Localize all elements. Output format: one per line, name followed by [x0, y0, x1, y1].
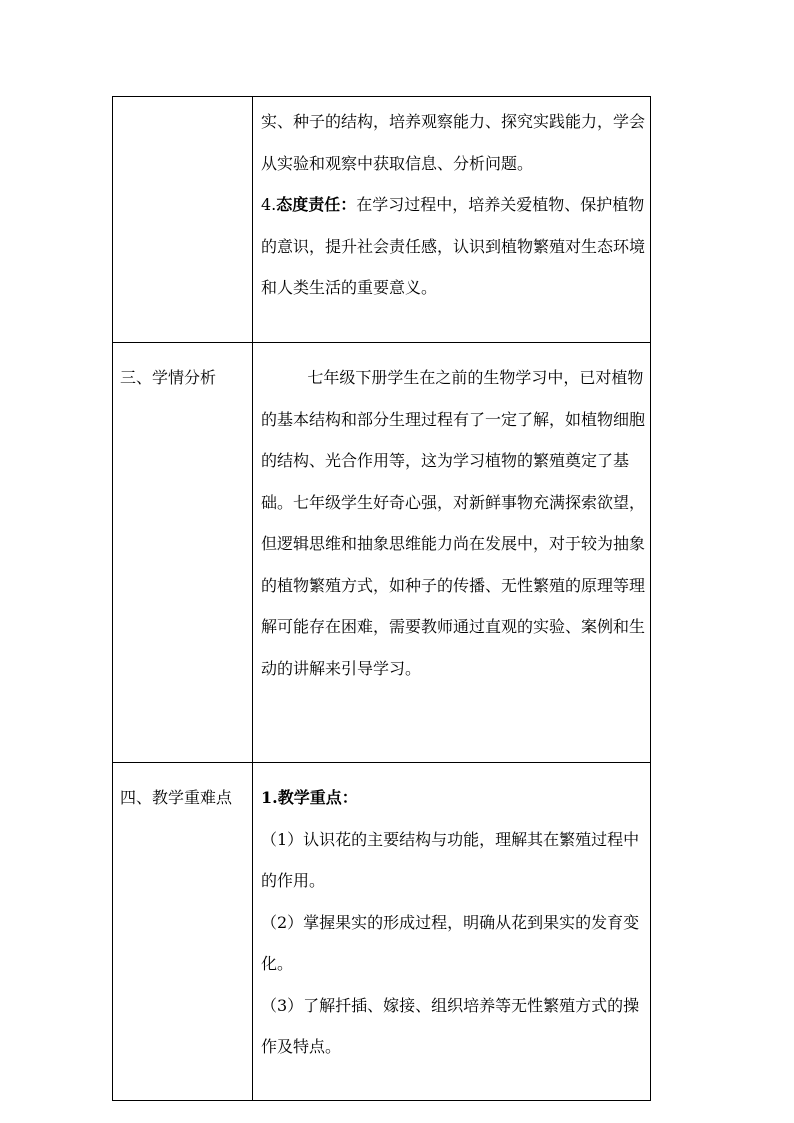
paragraph-text: 在学习过程中，培养关爱植物、保护植物的意识，提升社会责任感，认识到植物繁殖对生态环境和人类生活的重要意义。	[261, 195, 646, 297]
bold-heading: 态度责任：	[276, 195, 357, 214]
row-content-learner-analysis	[253, 343, 651, 763]
paragraph	[261, 184, 648, 309]
table-row	[113, 97, 651, 343]
item-number: 4.	[261, 195, 277, 214]
list-item: （1）认识花的主要结构与功能，理解其在繁殖过程中的作用。	[261, 829, 640, 890]
bold-heading: 1.教学重点：	[261, 788, 358, 807]
table-row	[113, 343, 651, 763]
list-item: （3）了解扦插、嫁接、组织培养等无性繁殖方式的操作及特点。	[261, 995, 640, 1056]
section-heading	[261, 777, 648, 819]
row-label: 三、学情分析	[113, 343, 253, 763]
row-label: 四、教学重难点	[113, 763, 253, 1101]
lesson-plan-table	[112, 96, 651, 1101]
paragraph: 七年级下册学生在之前的生物学习中，已对植物的基本结构和部分生理过程有了一定了解，如植物细胞的结构、光合作用等，这为学习植物的繁殖奠定了基础。七年级学生好奇心强，对新鲜事物充满探索欲望，但逻辑思维和抽象思维能力尚在发展中，对于较为抽象的植物繁殖方式，如种子的传播、无性繁殖的原理等理解可能存在困难，需要教师通过直观的实验、案例和生动的讲解来引导学习。	[261, 368, 646, 678]
row-label	[113, 97, 253, 343]
list-item: （2）掌握果实的形成过程，明确从花到果实的发育变化。	[261, 912, 640, 973]
table-row	[113, 763, 651, 1101]
row-content-key-points	[253, 763, 651, 1101]
paragraph: 实、种子的结构，培养观察能力、探究实践能力，学会从实验和观察中获取信息、分析问题。	[261, 112, 646, 173]
row-content-objectives	[253, 97, 651, 343]
